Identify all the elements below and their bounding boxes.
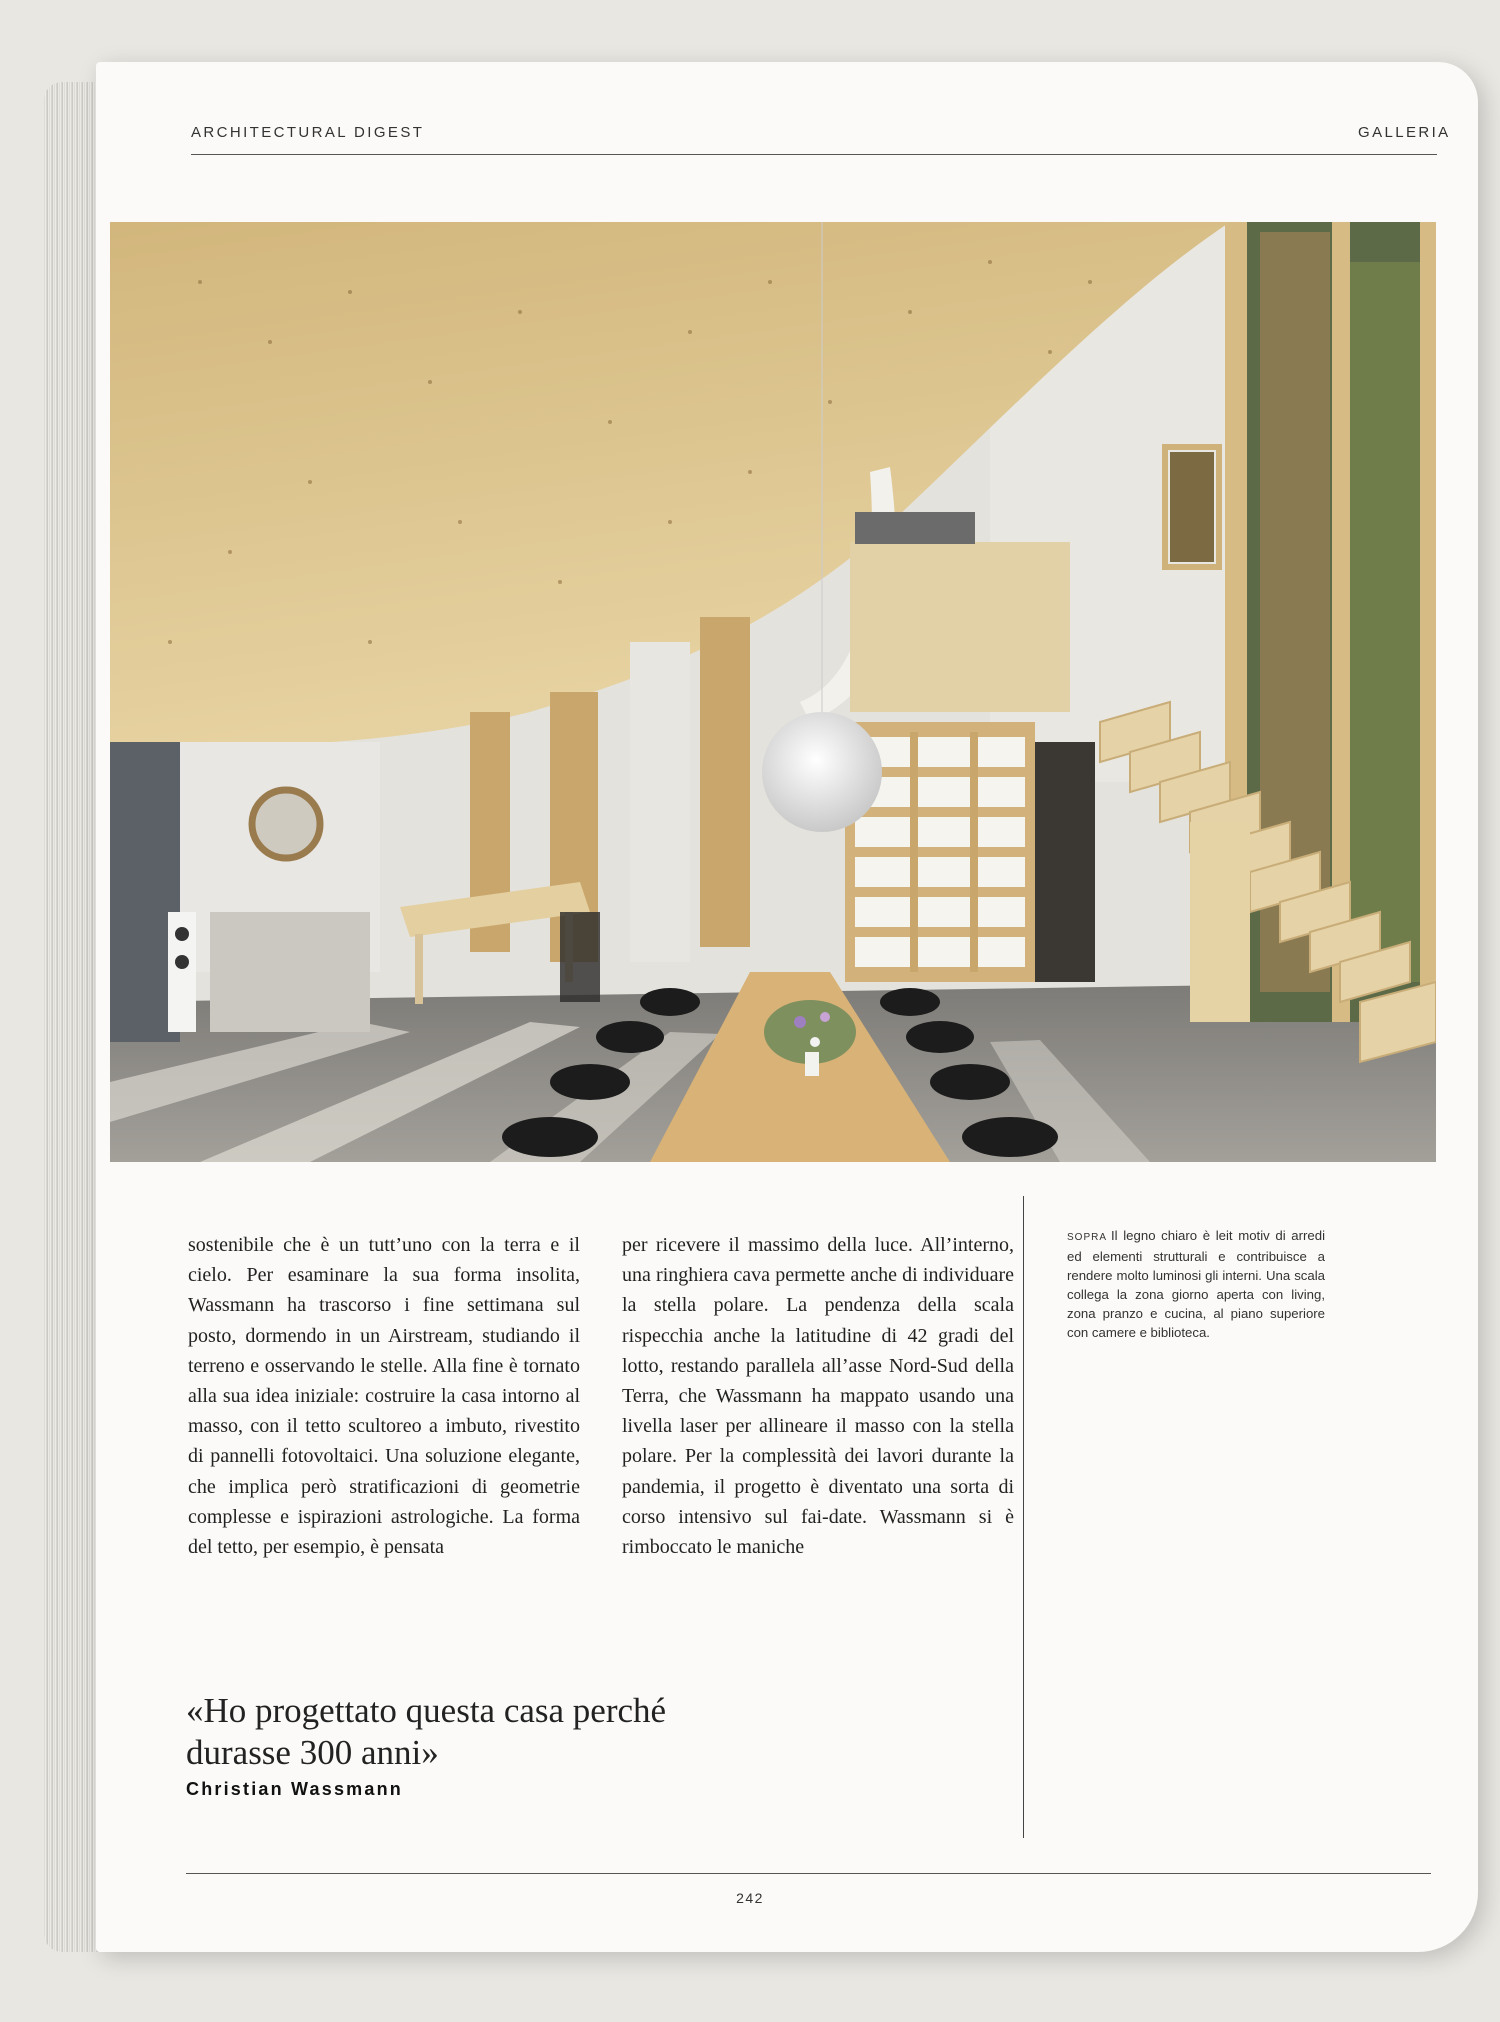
article-column-2: per ricevere il massimo della luce. All’interno, una ringhiera cava permette anche di individuare la stella polare. La pendenza della scala rispecchia anche la latitudine di 42 gradi del lotto, restando parallela all’asse Nord-Sud della Terra, che Wassmann ha mappato usando una livella laser per allineare il masso con la stella polare. Per la complessità dei lavori durante la pandemia, il progetto è diventato una sorta di corso intensivo sul fai-date. Wassmann si è rimboccato le maniche [622,1234,1014,1559]
caption-text: Il legno chiaro è leit motiv di arredi ed elementi strutturali e contribuisce a rendere molto luminosi gli interni. Una scala collega la zona giorno aperta con living, zona pranzo e cucina, al piano superiore con camere e biblioteca. [1067,1228,1325,1340]
interior-photo-icon [110,222,1436,1162]
running-head-section: GALLERIA [1358,124,1451,141]
pull-quote: «Ho progettato questa casa perché durasse 300 anni» [186,1691,667,1772]
article-column-1: sostenibile che è un tutt’uno con la terra e il cielo. Per esaminare la sua forma insolita, Wassmann ha trascorso i fine settimana sul posto, dormendo in un Airstream, studiando il terreno e osservando le stelle. Alla fine è tornato alla sua idea iniziale: costruire la casa intorno al masso, con il tetto scultoreo a imbuto, rivestito di pannelli fotovoltaici. Una soluzione elegante, che implica però stratificazioni di geometrie complesse e ispirazioni astrologiche. La forma del tetto, per esempio, è pensata [188,1234,580,1559]
photo-caption [1067,1226,1325,1342]
running-head-magazine: ARCHITECTURAL DIGEST [191,124,425,141]
column-divider [1023,1196,1024,1838]
page-number: 242 [736,1890,764,1906]
top-rule [191,154,1437,155]
interior-photo [110,222,1436,1162]
caption-lead: SOPRA [1067,1232,1108,1243]
bottom-rule [186,1873,1431,1874]
pull-quote-author: Christian Wassmann [186,1779,403,1799]
